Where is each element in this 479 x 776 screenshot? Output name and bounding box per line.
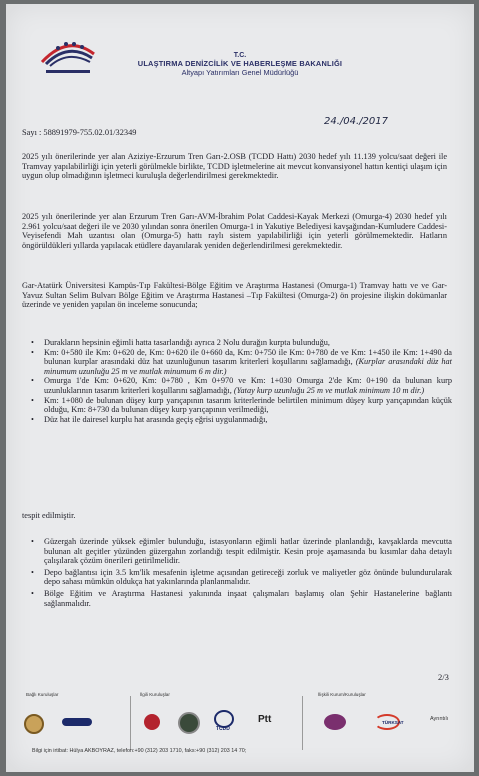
findings-list: [22, 338, 452, 424]
letterhead-ministry: ULAŞTIRMA DENİZCİLİK VE HABERLEŞME BAKANLIĞI: [137, 59, 343, 69]
footer-label-affiliated: Bağlı Kuruluşlar: [26, 692, 59, 697]
associated-logo-icon: [324, 714, 346, 730]
airline-logo-icon: [62, 718, 92, 726]
agency-logo-icon: [24, 714, 44, 734]
letterhead-directorate: Altyapı Yatırımları Genel Müdürlüğü: [181, 68, 299, 78]
ministry-logo: [36, 32, 100, 78]
letterhead: [110, 52, 370, 78]
recommendations-list: [22, 537, 452, 608]
handwritten-date: 24./04./2017: [324, 116, 388, 127]
turksat-label: TÜRKSAT: [382, 720, 404, 725]
paragraph-2: 2025 yılı önerilerinde yer alan Erzurum Tren Garı-AVM-İbrahim Polat Caddesi-Kayak Merkezi (Omurga-4) 2030 hedef yılı 2.961 yolcu/saat değeri ile ve 2030 yılından sonra önerilen Omurga-1 in Yakutiye Belediyesi kavşağından-Kumludere Caddesi-Veyisefendi Mah uzantısı olan (Omurga-5) hattı raylı sistem yapılabilirliği için yeterli görülmemektedir. Hatların öngörüldükleri yıllarda yapılacak etüdlere dayanılarak yeniden değerlendirilmesi gerekmektedir.: [22, 212, 447, 250]
list-item: • Güzergah üzerinde yüksek eğimler bulunduğu, istasyonların eğimli hatlar üzerinde planlandığı, kavşaklarda mevcutta bulunan alt geçitler yüzünden güzergahın zorlandığı tespit edilmiştir. Kesin proje aşamasında bu kısımlar daha detaylı çalışılarak çözüm önerileri getirilmelidir.: [22, 537, 452, 566]
letterhead-tc: T.C.: [233, 52, 247, 59]
document-page: [6, 4, 474, 772]
institution-seal-icon: [178, 712, 200, 734]
document-number: Sayı : 58891979-755.02.01/32349: [22, 128, 137, 137]
tcdd-label: TCDD: [216, 726, 230, 732]
paragraph-3: Gar-Atatürk Üniversitesi Kampüs-Tıp Fakültesi-Bölge Eğitim ve Araştırma Hastanesi (Omurga-1) Tramvay hattı ve ve Gar-Yavuz Sultan Selim Bulvarı Bölge Eğitim ve Araştırma Hastanesi –Tıp Fakültesi (Omurga-2) ön projesine ilişkin dokümanlar üzerinde ve yeniden yapılan ön inceleme sonucunda;: [22, 281, 447, 310]
page-number: 2/3: [438, 672, 449, 682]
list-item: • Düz hat ile dairesel kurplu hat arasında geçiş eğrisi uygulanmadığı,: [22, 415, 452, 425]
tespit-line: tespit edilmiştir.: [22, 511, 76, 520]
contact-line: Bilgi için irtibat: Hülya AKBOYRAZ, telefon:+90 (312) 203 1710, faks:+90 (312) 203 14 70;: [32, 748, 247, 754]
list-item: • Km: 1+080 de bulunan düşey kurp yarıçapının tasarım kriterlerinde belirtilen minimum düşey kurp yarıçapından küçük olduğu, Km: 8+730 da bulunan düşey kurp yarıçapının verilmediği,: [22, 396, 452, 415]
ptt-logo: Ptt: [258, 714, 272, 725]
footer: [6, 688, 474, 772]
paragraph-1: 2025 yılı önerilerinde yer alan Aziziye-Erzurum Tren Garı-2.OSB (TCDD Hattı) 2030 hedef yılı 11.139 yolcu/saat değeri ile Tramvay yapılabilirliği için yeterli görülmekle birlikte, TCDD işletmelerine ait mevcut konvansiyonel hattın kentiçi ulaşım için uygun olup olmadığının işletmeci kuruluşla değerlendirilmesi gerekmektedir.: [22, 152, 447, 181]
list-item: • Omurga 1'de Km: 0+620, Km: 0+780 , Km 0+970 ve Km: 1+030 Omurga 2'de Km: 0+190 da bulunan kurp uzunluklarının tasarım kriterleri koşullarını sağlamadığı, (Yatay kurp uzunluğu 25 m ve mutlak minimum 10 m dir.): [22, 376, 452, 395]
list-item: • Durakların hepsinin eğimli hatta tasarlandığı ayrıca 2 Nolu durağın kurpta bulunduğu,: [22, 338, 452, 348]
footer-label-related: İlgili Kuruluşlar: [140, 692, 170, 697]
footer-divider: [130, 696, 131, 750]
footer-label-associated: İlişkili Kurum/Kuruluşlar: [318, 692, 366, 697]
list-item: • Bölge Eğitim ve Araştırma Hastanesi yakınında inşaat çalışmaları başlamış olan Şehir Hastanelerine bağlantı sağlanmalıdır.: [22, 589, 452, 608]
list-item: • Depo bağlantısı için 3.5 km'lik mesafenin işletme açısından getireceği zorluk ve maliyetler göz önünde bulundurularak depo sahası mümkün oldukça hat yakınlarında planlanmalıdır.: [22, 568, 452, 587]
list-item: • Km: 0+580 ile Km: 0+620 de, Km: 0+620 ile 0+660 da, Km: 0+750 ile Km: 0+780 de ve Km: 1+450 ile Km: 1+490 da bulunan kurplar arasındaki düz hat uzunluğunun tasarım kriterleri koşullarını sağlamadığı, (Kurplar arasındaki düz hat minumum uzunluğu 25 m ve mutlak minumum 6 m dir.): [22, 348, 452, 377]
footer-ayrintili: Ayrıntılı: [430, 716, 449, 722]
institution-logo-icon: [144, 714, 160, 730]
footer-divider: [302, 696, 303, 750]
